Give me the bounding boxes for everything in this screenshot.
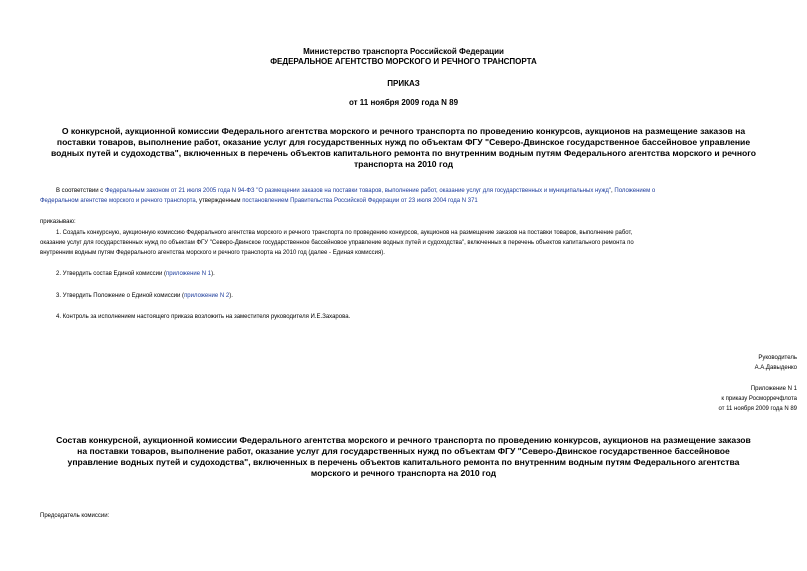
composition-title-line: на поставки товаров, выполнение работ, оказание услуг для государственных нужд по объектам ФГУ "Северо-Двинское государственное бассейновое: [77, 446, 730, 456]
signatory-role: Руководитель: [758, 355, 797, 361]
item-3: 3. Утвердить Положение о Единой комиссии (приложение N 2).: [56, 293, 233, 299]
government-decree-link[interactable]: постановлением Правительства Российской Федерации от 23 июля 2004 года N 371: [242, 198, 478, 204]
order-title-line: водных путей и судоходства", включенных в перечень объектов капитального ремонта по внутренним водным путям Федерального агентства морского и речного: [50, 148, 757, 158]
item-1-line: внутренним водным путям Федерального агентства морского и речного транспорта на 2010 год (далее - Единая комиссия).: [40, 250, 385, 256]
document-type: ПРИКАЗ: [387, 79, 420, 88]
appendix-1-link[interactable]: приложение N 1: [165, 271, 212, 277]
agency-name: ФЕДЕРАЛЬНОЕ АГЕНТСТВО МОРСКОГО И РЕЧНОГО ТРАНСПОРТА: [270, 57, 537, 66]
regulation-link-part1[interactable]: Положением о: [614, 188, 656, 194]
preamble-line-2: Федеральном агентстве морского и речного транспорта, утвержденным постановлением Правительства Российской Федерации от 23 июля 2004 года N 371: [40, 198, 478, 204]
item-2: 2. Утвердить состав Единой комиссии (приложение N 1).: [56, 271, 215, 277]
item-1-line: 1. Создать конкурсную, аукционную комиссию Федерального агентства морского и речного транспорта по проведению конкурсов, аукционов на размещение заказов на поставки товаров, выполнение работ,: [56, 230, 633, 236]
appendix-label: Приложение N 1: [750, 386, 797, 392]
chair-label: Председатель комиссии:: [40, 513, 110, 519]
order-title-line: поставки товаров, выполнение работ, оказание услуг для государственных нужд по объектам ФГУ "Северо-Двинское государственное бассейновое управление: [56, 137, 751, 147]
composition-title-line: морского и речного транспорта на 2010 год: [310, 468, 497, 478]
composition-title-line: управление водных путей и судоходства", включенных в перечень объектов капитального ремонта по внутренним водным путям Федерального агентства: [67, 457, 740, 467]
appendix-order-date: от 11 ноября 2009 года N 89: [718, 406, 797, 412]
order-word: приказываю:: [40, 219, 76, 225]
ministry-name: Министерство транспорта Российской Федерации: [303, 47, 504, 56]
composition-title-line: Состав конкурсной, аукционной комиссии Федерального агентства морского и речного транспорта по проведению конкурсов, аукционов на размещение заказов: [56, 435, 751, 445]
order-date-number: от 11 ноября 2009 года N 89: [348, 98, 459, 107]
order-title-line: транспорта на 2010 год: [353, 159, 454, 169]
appendix-order-ref: к приказу Росморречфлота: [721, 396, 797, 402]
order-title-line: О конкурсной, аукционной комиссии Федерального агентства морского и речного транспорта по проведению конкурсов, аукционов на размещение заказов на: [61, 126, 746, 136]
preamble-line-1: В соответствии с Федеральным законом от 21 июля 2005 года N 94-ФЗ "О размещении заказов на поставки товаров, выполнение работ, оказание услуг для государственных и муниципальных нужд", Положением о: [56, 188, 656, 194]
item-1-line: оказание услуг для государственных нужд по объектам ФГУ "Северо-Двинское государственное бассейновое управление водных путей и судоходства", включенных в перечень объектов капитального ремонта по: [40, 240, 634, 246]
signatory-name: А.А.Давыденко: [754, 365, 797, 371]
regulation-link-part2[interactable]: Федеральном агентстве морского и речного транспорта: [40, 198, 196, 204]
item-4: 4. Контроль за исполнением настоящего приказа возложить на заместителя руководителя И.Е.Захарова.: [56, 314, 351, 320]
federal-law-link[interactable]: Федеральным законом от 21 июля 2005 года N 94-ФЗ "О размещении заказов на поставки товаров, выполнение работ, оказание услуг для государственных и муниципальных нужд": [104, 188, 612, 194]
appendix-2-link[interactable]: приложение N 2: [184, 293, 230, 299]
